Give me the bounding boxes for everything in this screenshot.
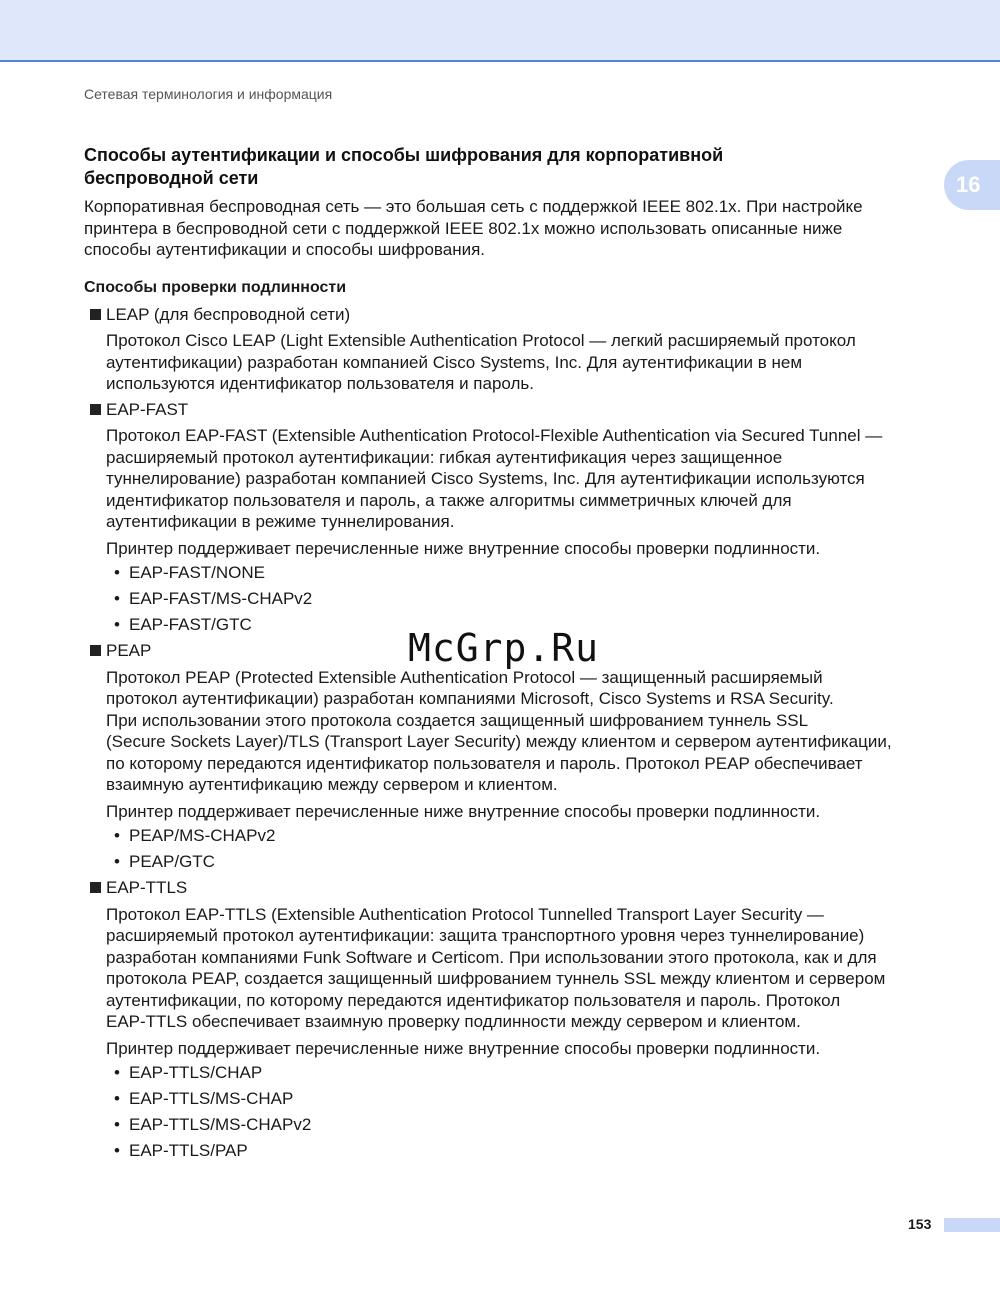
list-item: • EAP-TTLS/MS-CHAP: [114, 1089, 294, 1108]
support-note: Принтер поддерживает перечисленные ниже внутренние способы проверки подлинности.: [106, 1038, 821, 1058]
top-header-band: [0, 0, 1000, 62]
bullet-dot-icon: •: [114, 615, 120, 634]
bullet-dot-icon: •: [114, 826, 120, 845]
method-eapfast-description: Протокол EAP-FAST (Extensible Authentication Protocol-Flexible Authentication via Secured Tunnel — расширяемый протокол аутентификации: гибкая аутентификация через защищенное туннелирование) разработан компанией Cisco Systems, Inc. Для аутентификации используются идентификатор пользователя и пароль, а также алгоритмы симметричных ключей для аутентификации в режиме туннелирования.: [106, 426, 883, 531]
method-leap-description: Протокол Cisco LEAP (Light Extensible Authentication Protocol — легкий расширяемый протокол аутентификации) разработан компанией Cisco Systems, Inc. Для аутентификации в нем используются идентификатор пользователя и пароль.: [106, 331, 856, 393]
eapttls-inner-methods: [84, 1062, 944, 1162]
bullet-dot-icon: •: [114, 852, 120, 871]
square-bullet-icon: [90, 645, 101, 656]
square-bullet-icon: [90, 309, 101, 320]
eapfast-inner-methods: [84, 562, 944, 636]
method-eapttls-heading: EAP-TTLS: [84, 877, 944, 899]
watermark: McGrp.Ru: [408, 626, 600, 670]
intro-paragraph: Корпоративная беспроводная сеть — это большая сеть с поддержкой IEEE 802.1x. При настройке принтера в беспроводной сети с поддержкой IEEE 802.1x можно использовать описанные ниже способы аутентификации и способы шифрования.: [84, 197, 863, 259]
bullet-dot-icon: •: [114, 1089, 120, 1108]
section-title-line: беспроводной сети: [84, 168, 259, 188]
list-item: • EAP-FAST/MS-CHAPv2: [114, 589, 313, 608]
bullet-dot-icon: •: [114, 1115, 120, 1134]
method-leap-heading: LEAP (для беспроводной сети): [84, 304, 944, 326]
bullet-dot-icon: •: [114, 563, 120, 582]
page-number: 153: [908, 1216, 932, 1232]
list-item: • EAP-TTLS/MS-CHAPv2: [114, 1115, 312, 1134]
list-item: • PEAP/MS-CHAPv2: [114, 826, 276, 845]
section-title-line: Способы аутентификации и способы шифрования для корпоративной: [84, 145, 724, 165]
subsection-title: Способы проверки подлинности: [84, 278, 347, 296]
list-item: • PEAP/GTC: [114, 852, 215, 871]
peap-inner-methods: [84, 825, 944, 873]
page-number-tab: [944, 1218, 1000, 1232]
section-title: [84, 144, 944, 190]
square-bullet-icon: [90, 404, 101, 415]
list-item: • EAP-TTLS/PAP: [114, 1141, 248, 1160]
method-peap-heading: PEAP: [84, 640, 944, 662]
bullet-dot-icon: •: [114, 1063, 120, 1082]
list-item: • EAP-TTLS/CHAP: [114, 1063, 263, 1082]
square-bullet-icon: [90, 882, 101, 893]
bullet-dot-icon: •: [114, 589, 120, 608]
list-item: • EAP-FAST/GTC: [114, 615, 252, 634]
bullet-dot-icon: •: [114, 1141, 120, 1160]
method-eapfast-heading: EAP-FAST: [84, 399, 944, 421]
chapter-tab: 16: [944, 160, 1000, 210]
support-note: Принтер поддерживает перечисленные ниже внутренние способы проверки подлинности.: [106, 538, 821, 558]
method-eapttls-description: Протокол EAP-TTLS (Extensible Authentication Protocol Tunnelled Transport Layer Security — расширяемый протокол аутентификации: защита транспортного уровня через туннелирование) разработан компаниями Funk Software и Certicom. При использовании этого протокола, как и для протокола PEAP, создается защищенный шифрованием туннель SSL между клиентом и сервером аутентификации, по которому передаются идентификатор пользователя и пароль. Протокол EAP-TTLS обеспечивает взаимную проверку подлинности между сервером и клиентом.: [106, 904, 886, 1031]
running-header: Сетевая терминология и информация: [84, 86, 333, 102]
support-note: Принтер поддерживает перечисленные ниже внутренние способы проверки подлинности.: [106, 801, 821, 821]
list-item: • EAP-FAST/NONE: [114, 563, 266, 582]
method-peap-description: Протокол PEAP (Protected Extensible Authentication Protocol — защищенный расширяемый протокол аутентификации) разработан компаниями Microsoft, Cisco Systems и RSA Security. При использовании этого протокола создается защищенный шифрованием туннель SSL (Secure Sockets Layer)/TLS (Transport Layer Security) между клиентом и сервером аутентификации, по которому передаются идентификатор пользователя и пароль. Протокол PEAP обеспечивает взаимную аутентификацию между сервером и клиентом.: [106, 667, 892, 794]
